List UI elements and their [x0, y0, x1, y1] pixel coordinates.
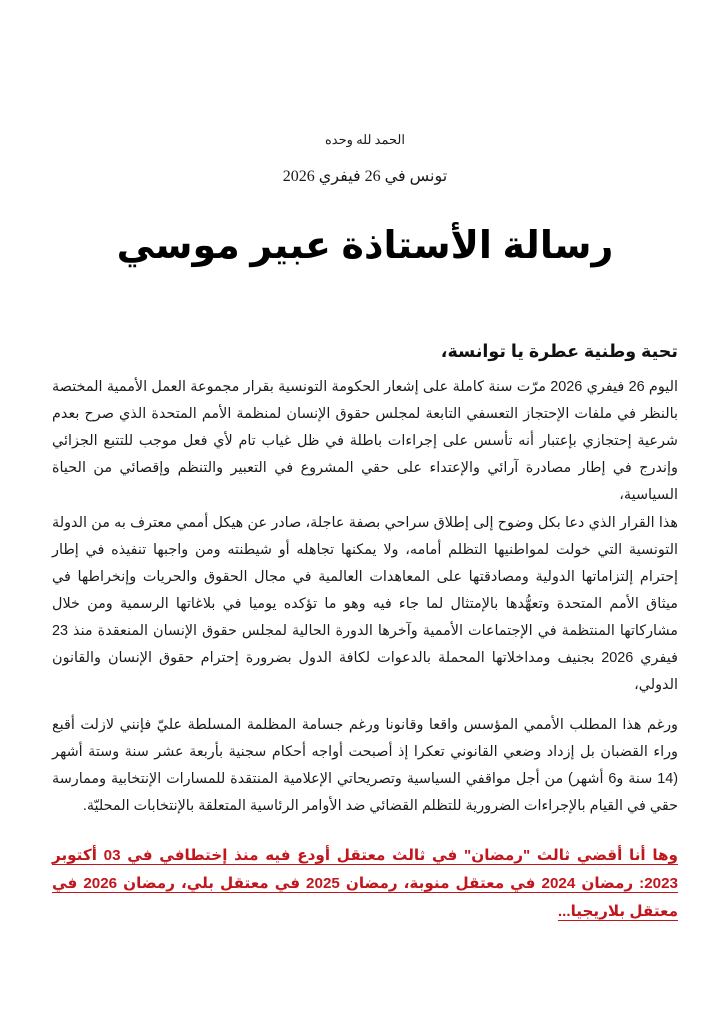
closing-emphasis-paragraph: وها أنا أقضي ثالث "رمضان" في ثالث معتقل أودع فيه منذ إختطافي في 03 أكتوبر 2023: رمضان 2024 في معتقل منوبة، رمضان 2025 في معتقل بلي، رمضان 2026 في معتقل بلاريجيا...	[52, 847, 679, 920]
place-date-line: تونس في 26 فيفري 2026	[282, 168, 448, 185]
paragraph-2: هذا القرار الذي دعا بكل وضوح إلى إطلاق سراحي بصفة عاجلة، صادر عن هيكل أممي معترف به من الدولة التونسية التي خولت لمواطنيها التظلم أمامه، ولا يمكنها تجاهله أو شيطنته ومن واجبها تنفيذه في إطار إحترام إلتزاماتها الدولية ومصادقتها على المعاهدات العالمية في مجال الحقوق والحريات وإنخراطها في ميثاق الأمم المتحدة وتعهُّدها بالإمتثال لما جاء فيه وهو ما تؤكده يوميا في بلاغاتها الرسمية ومن خلال مشاركاتها المنتظمة في الإجتماعات الأممية وآخرها الدورة الحالية لمجلس حقوق الإنسان المنعقدة منذ 23 فيفري 2026 بجنيف ومداخلاتها المحملة بالدعوات لكافة الدول بضرورة إحترام حقوق الإنسان والقانون الدولي،	[52, 515, 678, 693]
invocation-line: الحمد لله وحده	[325, 132, 405, 147]
paragraph-1: اليوم 26 فيفري 2026 مرّت سنة كاملة على إشعار الحكومة التونسية بقرار مجموعة العمل الأممية المختصة بالنظر في ملفات الإحتجاز التعسفي التابعة لمجلس حقوق الإنسان لمنظمة الأمم المتحدة الذي صرح بعدم شرعية إحتجازي بإعتبار أنه تأسس على إجراءات باطلة في ظل غياب تام لأي فعل موجب للتتبع الجزائي وإندرج في إطار مصادرة آرائي والإعتداء على حقي المشروع في التعبير والتنظم وإقصائي من الحياة السياسية،	[52, 379, 678, 503]
greeting-line: تحية وطنية عطرة يا توانسة،	[440, 341, 678, 361]
paragraph-3: ورغم هذا المطلب الأممي المؤسس واقعا وقانونا ورغم جسامة المظلمة المسلطة عليّ فإنني لازلت أقبع وراء القضبان بل إزداد وضعي القانوني تعكرا إذ أصبحت أواجه أحكام سجنية بأربعة عشر سنة وستة أشهر (14 سنة و6 أشهر) من أجل مواقفي السياسية وتصريحاتي الإعلامية المنتقدة للمسارات الإنتخابية وممارسة حقي في القيام بالإجراءات الضرورية للتظلم القضائي ضد الأوامر الرئاسية المتعلقة بالإنتخابات المحليّة.	[52, 717, 678, 814]
letter-title: رسالة الأستاذة عبير موسي	[116, 225, 614, 267]
